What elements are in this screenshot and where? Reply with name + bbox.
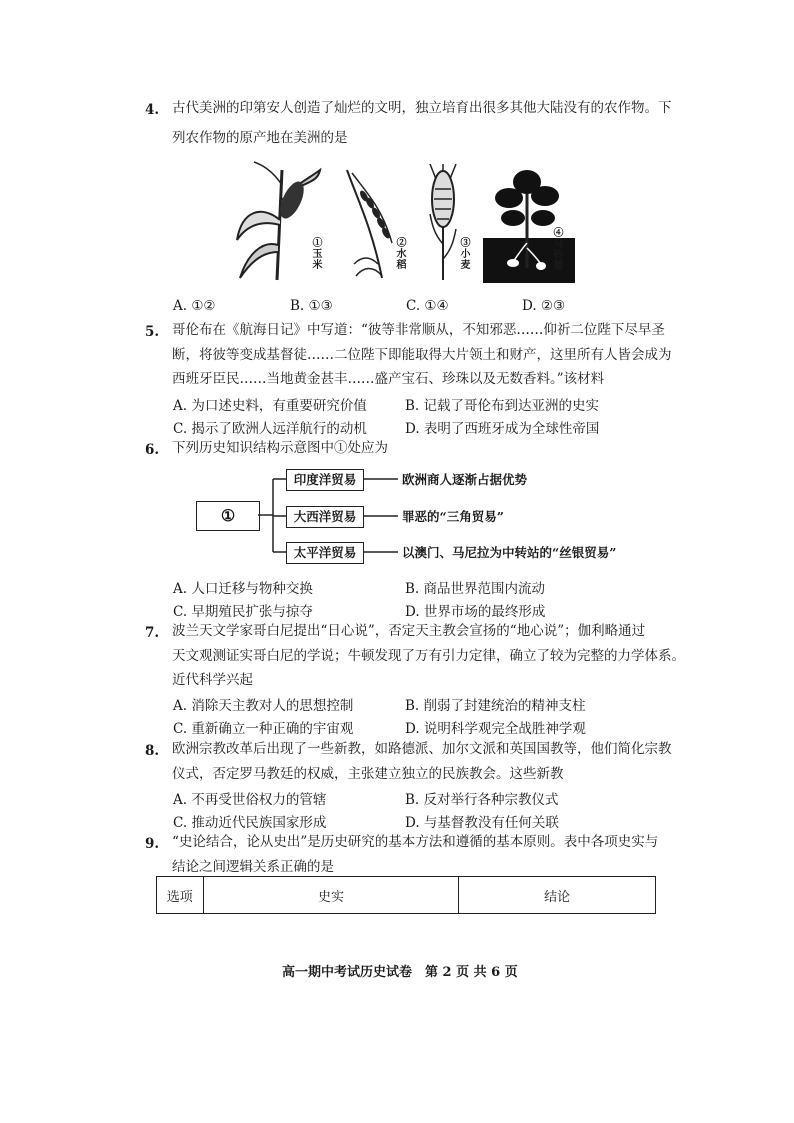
option-c[interactable]: C. 早期殖民扩张与掠夺 — [173, 604, 313, 620]
crop-caption: ④马铃薯 — [553, 228, 564, 272]
option-a[interactable]: A. 人口迁移与物种交换 — [173, 581, 313, 597]
option-d[interactable]: D. ②③ — [522, 298, 566, 314]
option-c[interactable]: C. 揭示了欧洲人远洋航行的动机 — [173, 421, 367, 437]
corn-illustration — [232, 160, 322, 282]
option-a[interactable]: A. 为口述史料，有重要研究价值 — [173, 398, 367, 414]
diagram-branch-box: 太平洋贸易 — [286, 542, 364, 564]
diagram-branch-note: 以澳门、马尼拉为中转站的“丝银贸易” — [402, 545, 617, 560]
option-a[interactable]: A. 不再受世俗权力的管辖 — [173, 792, 327, 808]
option-d[interactable]: D. 表明了西班牙成为全球性帝国 — [405, 421, 600, 437]
option-b[interactable]: B. 记载了哥伦布到达亚洲的史实 — [405, 398, 600, 414]
wheat-illustration — [426, 164, 460, 282]
table-header-cell: 史实 — [203, 877, 459, 914]
question-text: 断，将彼等变成基督徒……二位陛下即能取得大片领土和财产，这里所有人皆会成为 — [172, 347, 672, 363]
question-text: 天文观测证实哥白尼的学说；牛顿发现了万有引力定律，确立了较为完整的力学体系。 — [172, 648, 685, 664]
question-number: 9. — [145, 836, 160, 852]
option-b[interactable]: B. 反对举行各种宗教仪式 — [405, 792, 559, 808]
question-text: 近代科学兴起 — [172, 672, 253, 688]
question-number: 5. — [145, 324, 160, 340]
rice-illustration — [342, 168, 402, 280]
diagram-branch-note: 罪恶的“三角贸易” — [402, 509, 504, 524]
question-text: “史论结合，论从史出”是历史研究的基本方法和遵循的基本原则。表中各项史实与 — [172, 834, 659, 850]
question-text: 列农作物的原产地在美洲的是 — [172, 130, 348, 146]
diagram-branch-box: 大西洋贸易 — [286, 506, 364, 528]
crop-caption: ②水稻 — [396, 238, 407, 271]
page-footer: 高一期中考试历史试卷 第 2 页 共 6 页 — [282, 965, 518, 980]
table-header-row — [157, 877, 656, 914]
option-c[interactable]: C. 推动近代民族国家形成 — [173, 815, 327, 831]
option-a[interactable]: A. 消除天主教对人的思想控制 — [173, 698, 354, 714]
question-number: 7. — [145, 625, 160, 641]
option-b[interactable]: B. 商品世界范围内流动 — [405, 581, 546, 597]
diagram-root-box: ① — [196, 501, 260, 531]
option-c[interactable]: C. 重新确立一种正确的宇宙观 — [173, 721, 354, 737]
question-text: 哥伦布在《航海日记》中写道：“彼等非常顺从，不知邪恶……仰祈二位陛下尽早圣 — [172, 322, 665, 338]
question-number: 6. — [145, 442, 160, 458]
table-header-cell: 结论 — [459, 877, 656, 914]
question-number: 4. — [145, 102, 160, 118]
question-text: 下列历史知识结构示意图中①处应为 — [172, 440, 388, 456]
option-a[interactable]: A. ①② — [173, 298, 216, 314]
question-text: 结论之间逻辑关系正确的是 — [172, 859, 334, 875]
option-d[interactable]: D. 说明科学观完全战胜神学观 — [405, 721, 586, 737]
option-b[interactable]: B. ①③ — [290, 298, 333, 314]
question-text: 古代美洲的印第安人创造了灿烂的文明，独立培育出很多其他大陆没有的农作物。下 — [172, 100, 672, 116]
crop-caption: ③小麦 — [460, 238, 471, 271]
question-number: 8. — [145, 743, 160, 759]
crop-caption: ①玉米 — [312, 238, 323, 271]
table-header-cell: 选项 — [157, 877, 204, 914]
question-text: 仪式，否定罗马教廷的权威，主张建立独立的民族教会。这些新教 — [172, 766, 564, 782]
question-text: 欧洲宗教改革后出现了一些新教，如路德派、加尔文派和英国国教等，他们简化宗教 — [172, 741, 672, 757]
question-text: 西班牙臣民……当地黄金甚丰……盛产宝石、珍珠以及无数香料。”该材料 — [172, 371, 605, 387]
option-b[interactable]: B. 削弱了封建统治的精神支柱 — [405, 698, 586, 714]
question-table — [156, 876, 656, 914]
diagram-branch-note: 欧洲商人逐渐占据优势 — [402, 472, 528, 487]
option-c[interactable]: C. ①④ — [406, 298, 449, 314]
option-d[interactable]: D. 世界市场的最终形成 — [405, 604, 546, 620]
diagram-branch-box: 印度洋贸易 — [286, 469, 364, 491]
option-d[interactable]: D. 与基督教没有任何关联 — [405, 815, 559, 831]
question-text: 波兰天文学家哥白尼提出“日心说”，否定天主教会宣扬的“地心说”；伽利略通过 — [172, 623, 646, 639]
